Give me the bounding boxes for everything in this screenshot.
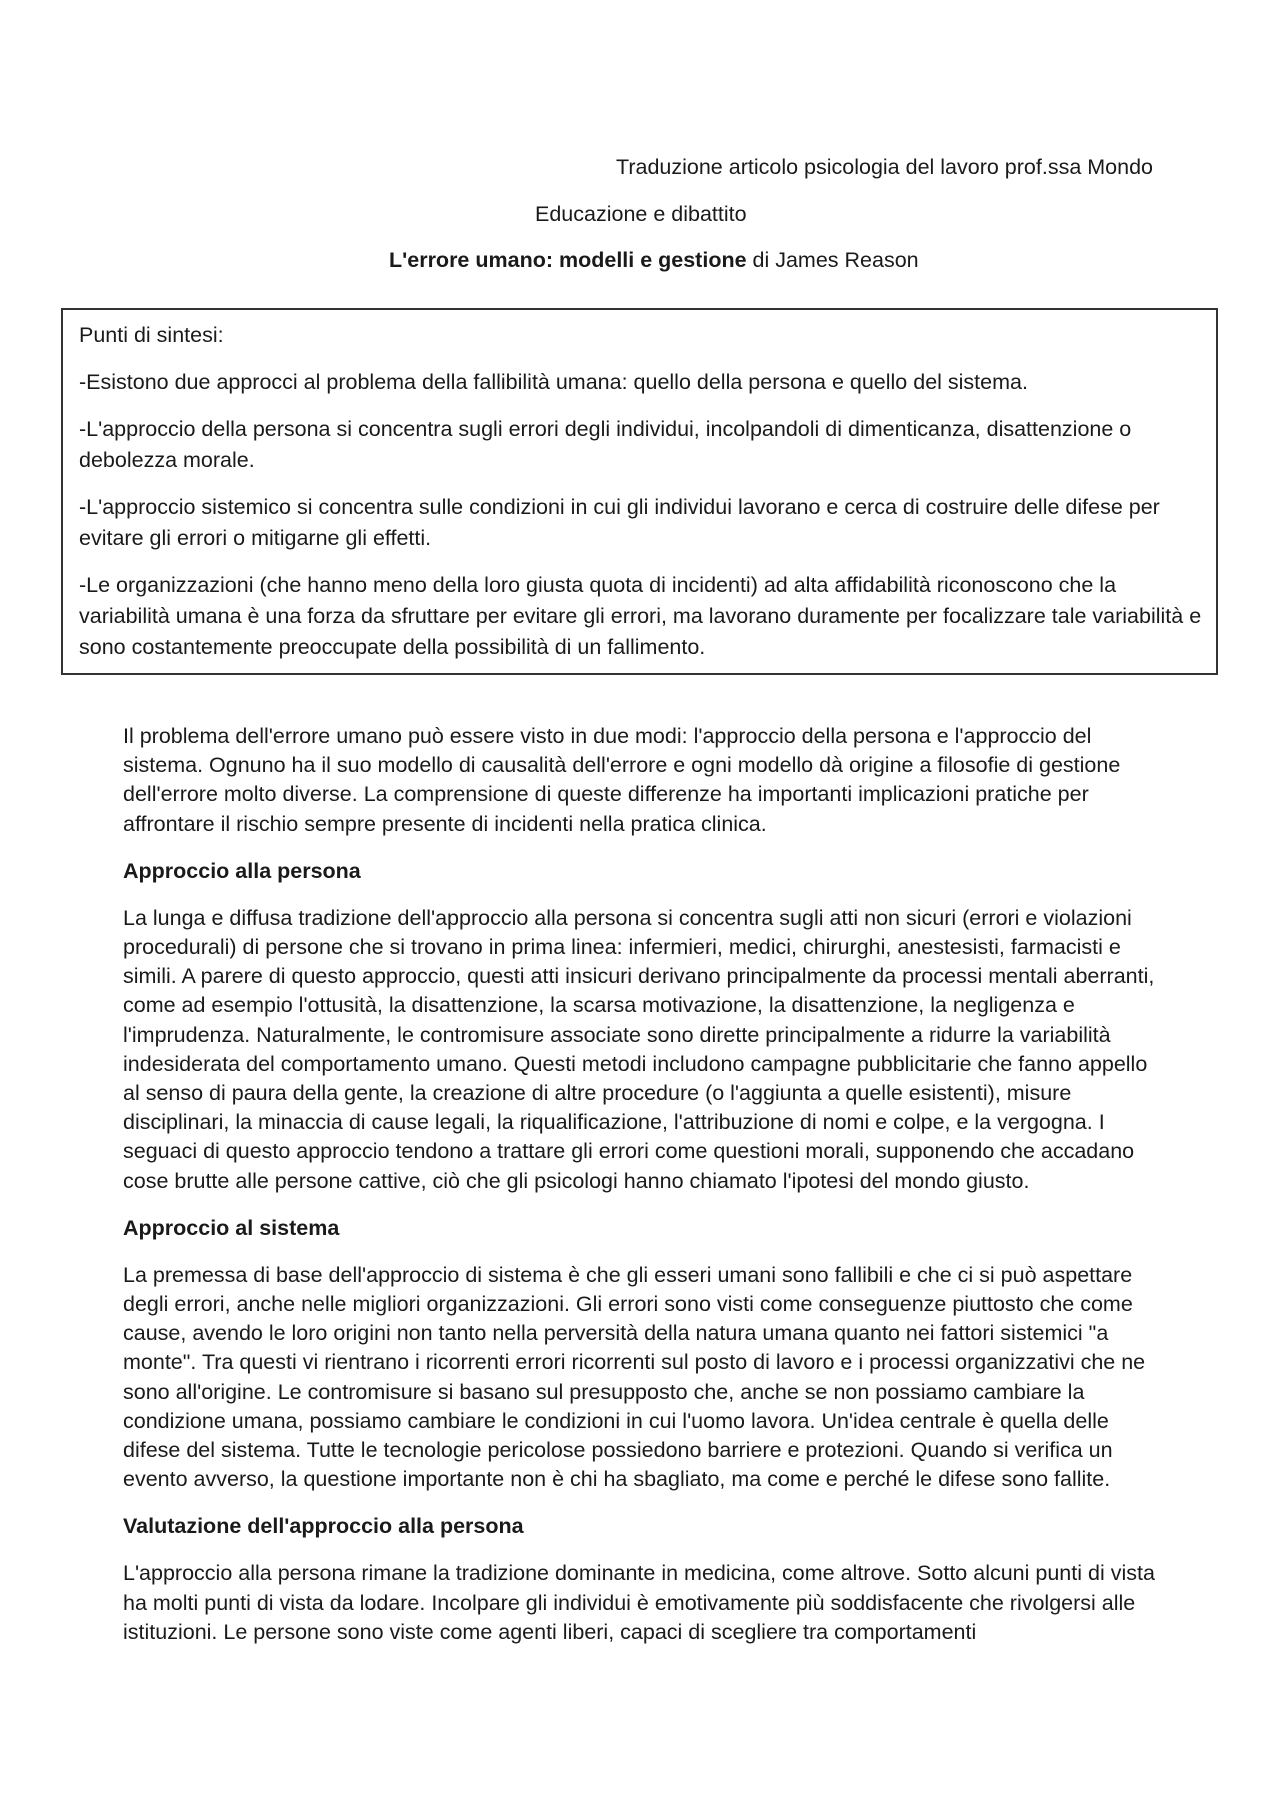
summary-point: -Esistono due approcci al problema della fallibilità umana: quello della persona e quello del sistema. — [79, 370, 1028, 394]
summary-box — [61, 308, 1218, 675]
intro-paragraph: Il problema dell'errore umano può essere visto in due modi: l'approccio della persona e l'approccio del sistema. Ognuno ha il suo modello di causalità dell'errore e ogni modello dà origine a filosofie di gestione dell'errore molto diverse. La comprensione di queste differenze ha importanti implicazioni pratiche per affrontare il rischio sempre presente di incidenti nella pratica clinica. — [123, 724, 1121, 836]
article-title — [389, 248, 919, 274]
section-label: Educazione e dibattito — [535, 202, 747, 226]
section-heading-valutazione: Valutazione dell'approccio alla persona — [123, 1514, 524, 1539]
section-paragraph-sistema: La premessa di base dell'approccio di sistema è che gli esseri umani sono fallibili e che ci si può aspettare degli errori, anche nelle migliori organizzazioni. Gli errori sono visti come conseguenze piuttosto che come cause, avendo le loro origini non tanto nella perversità della natura umana quanto nei fattori sistemici "a monte". Tra questi vi rientrano i ricorrenti errori ricorrenti sul posto di lavoro e i processi organizzativi che ne sono all'origine. Le contromisure si basano sul presupposto che, anche se non possiamo cambiare la condizione umana, possiamo cambiare le condizioni in cui l'uomo lavora. Un'idea centrale è quella delle difese del sistema. Tutte le tecnologie pericolose possiedono barriere e protezioni. Quando si verifica un evento avverso, la questione importante non è chi ha sbagliato, ma come e perché le difese sono fallite. — [123, 1262, 1146, 1492]
article-author: di James Reason — [746, 248, 919, 272]
section-paragraph-persona: La lunga e diffusa tradizione dell'approccio alla persona si concentra sugli atti non sicuri (errori e violazioni procedurali) di persone che si trovano in prima linea: infermieri, medici, chirurghi, anestesisti, farmacisti e simili. A parere di questo approccio, questi atti insicuri derivano principalmente da processi mentali aberranti, come ad esempio l'ottusità, la disattenzione, la scarsa motivazione, la disattenzione, la negligenza e l'imprudenza. Naturalmente, le contromisure associate sono dirette principalmente a ridurre la variabilità indesiderata del comportamento umano. Questi metodi includono campagne pubblicitarie che fanno appello al senso di paura della gente, la creazione di altre procedure (o l'aggiunta a quelle esistenti), misure disciplinari, la minaccia di cause legali, la riqualificazione, l'attribuzione di nomi e colpe, e la vergogna. I seguaci di questo approccio tendono a trattare gli errori come questioni morali, supponendo che accadano cose brutte alle persone cattive, ciò che gli psicologi hanno chiamato l'ipotesi del mondo giusto. — [123, 905, 1155, 1193]
summary-point: -L'approccio della persona si concentra sugli errori degli individui, incolpandoli di dimenticanza, disattenzione o debolezza morale. — [79, 417, 1132, 472]
summary-point: -Le organizzazioni (che hanno meno della loro giusta quota di incidenti) ad alta affidabilità riconoscono che la variabilità umana è una forza da sfruttare per evitare gli errori, ma lavorano duramente per focalizzare tale variabilità e sono costantemente preoccupate della possibilità di un fallimento. — [79, 573, 1202, 659]
document-subtitle: Traduzione articolo psicologia del lavoro prof.ssa Mondo — [616, 155, 1153, 179]
summary-heading: Punti di sintesi: — [79, 323, 224, 347]
section-heading-persona: Approccio alla persona — [123, 858, 361, 883]
article-title-bold: L'errore umano: modelli e gestione — [389, 248, 747, 272]
section-heading-sistema: Approccio al sistema — [123, 1215, 340, 1240]
article-body — [123, 722, 1163, 1665]
section-paragraph-valutazione: L'approccio alla persona rimane la tradizione dominante in medicina, come altrove. Sotto alcuni punti di vista ha molti punti di vista da lodare. Incolpare gli individui è emotivamente più soddisfacente che rivolgersi alle istituzioni. Le persone sono viste come agenti liberi, capaci di scegliere tra comportamenti — [123, 1561, 1155, 1644]
summary-point: -L'approccio sistemico si concentra sulle condizioni in cui gli individui lavorano e cerca di costruire delle difese per evitare gli errori o mitigarne gli effetti. — [79, 495, 1160, 550]
